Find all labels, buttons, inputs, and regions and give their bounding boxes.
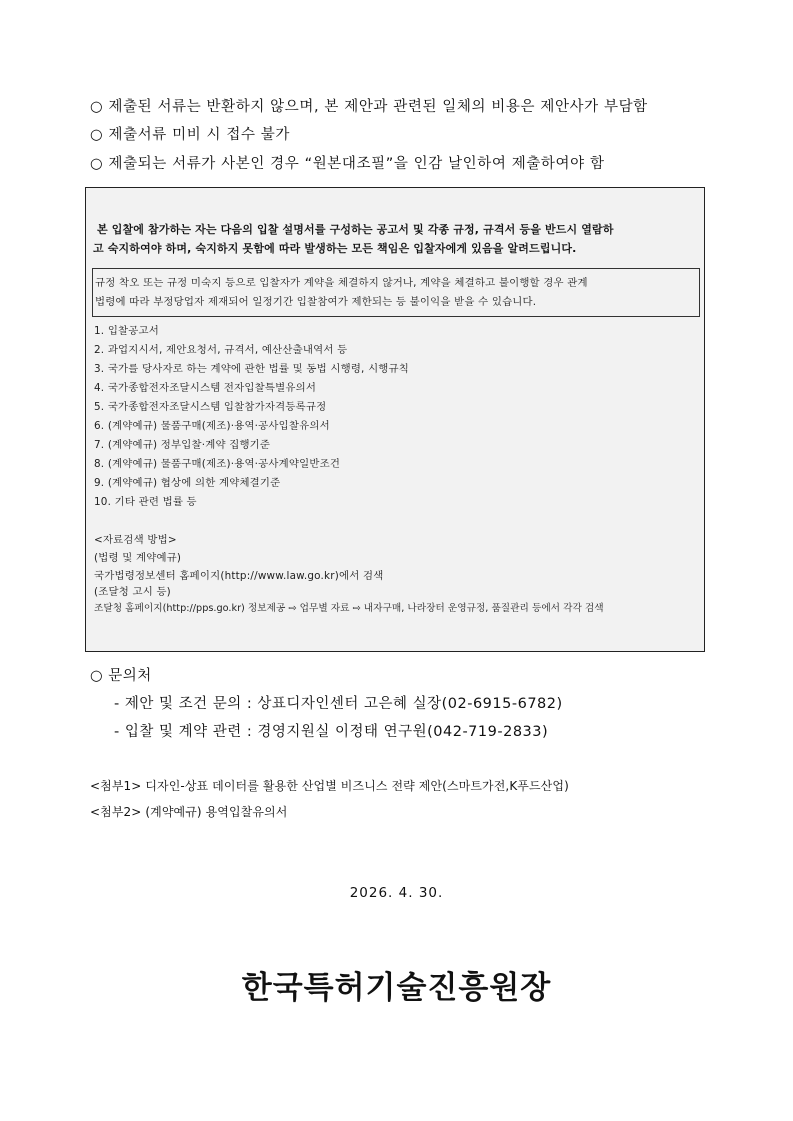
bid-notice-box: [85, 187, 705, 652]
document-item: 2. 과업지시서, 제안요청서, 규격서, 예산산출내역서 등: [94, 344, 348, 356]
search-pps-label: (조달청 고시 등): [94, 586, 171, 598]
document-item: 10. 기타 관련 법률 등: [94, 496, 197, 508]
note-copy-seal: ○ 제출되는 서류가 사본인 경우 “원본대조필”을 인감 날인하여 제출하여야 함: [90, 156, 605, 172]
document-item: 9. (계약예규) 협상에 의한 계약체결기준: [94, 477, 281, 489]
document-date: 2026. 4. 30.: [349, 885, 444, 901]
notice-intro-line: 본 입찰에 참가하는 자는 다음의 입찰 설명서를 구성하는 공고서 및 각종 규정, 규격서 등을 반드시 열람하: [93, 223, 614, 236]
search-title: <자료검색 방법>: [94, 534, 177, 546]
document-item: 4. 국가종합전자조달시스템 전자입찰특별유의서: [94, 382, 317, 394]
document-item: 3. 국가를 당사자로 하는 계약에 관한 법률 및 동법 시행령, 시행규칙: [94, 363, 410, 375]
notice-intro: [93, 220, 699, 258]
document-item: 5. 국가종합전자조달시스템 입찰참가자격등록규정: [94, 401, 327, 413]
document-item: 6. (계약예규) 물품구매(제조)·용역·공사입찰유의서: [94, 420, 330, 432]
note-no-return: ○ 제출된 서류는 반환하지 않으며, 본 제안과 관련된 일체의 비용은 제안사가 부담함: [90, 99, 648, 115]
search-law-text: 국가법령정보센터 홈페이지(http://www.law.go.kr)에서 검색: [94, 570, 384, 582]
document-item: 1. 입찰공고서: [94, 325, 160, 337]
note-incomplete-docs: ○ 제출서류 미비 시 접수 불가: [90, 127, 290, 143]
search-pps-text: 조달청 홈페이지(http://pps.go.kr) 정보제공 ⇨ 업무별 자료 ⇨ 내자구매, 나라장터 운영규정, 품질관리 등에서 각각 검색: [94, 603, 604, 614]
notice-intro-line: 고 숙지하여야 하며, 숙지하지 못함에 따라 발생하는 모든 책임은 입찰자에게 있음을 알려드립니다.: [93, 242, 577, 255]
contact-bidding: - 입찰 및 계약 관련 : 경영지원실 이정태 연구원(042-719-2833): [114, 724, 549, 740]
organization-name: 한국특허기술진흥원장: [241, 970, 552, 1006]
attachment-2: <첨부2> (계약예규) 용역입찰유의서: [90, 805, 288, 819]
search-method: [94, 531, 604, 618]
document-list: [94, 322, 409, 512]
warning-line: 법령에 따라 부정당업자 제재되어 일정기간 입찰참여가 제한되는 등 불이익을 받을 수 있습니다.: [95, 296, 537, 308]
warning-box: [92, 268, 700, 317]
document-item: 8. (계약예규) 물품구매(제조)·용역·공사계약일반조건: [94, 458, 341, 470]
contact-title: ○ 문의처: [90, 668, 152, 684]
search-law-label: (법령 및 계약예규): [94, 552, 182, 564]
document-item: 7. (계약예규) 정부입찰·계약 집행기준: [94, 439, 271, 451]
contact-proposal: - 제안 및 조건 문의 : 상표디자인센터 고은혜 실장(02-6915-6782): [114, 696, 563, 712]
attachment-1: <첨부1> 디자인-상표 데이터를 활용한 산업별 비즈니스 전략 제안(스마트가전,K푸드산업): [90, 779, 569, 793]
warning-line: 규정 착오 또는 규정 미숙지 등으로 입찰자가 계약을 체결하지 않거나, 계약을 체결하고 불이행할 경우 관계: [95, 277, 588, 289]
